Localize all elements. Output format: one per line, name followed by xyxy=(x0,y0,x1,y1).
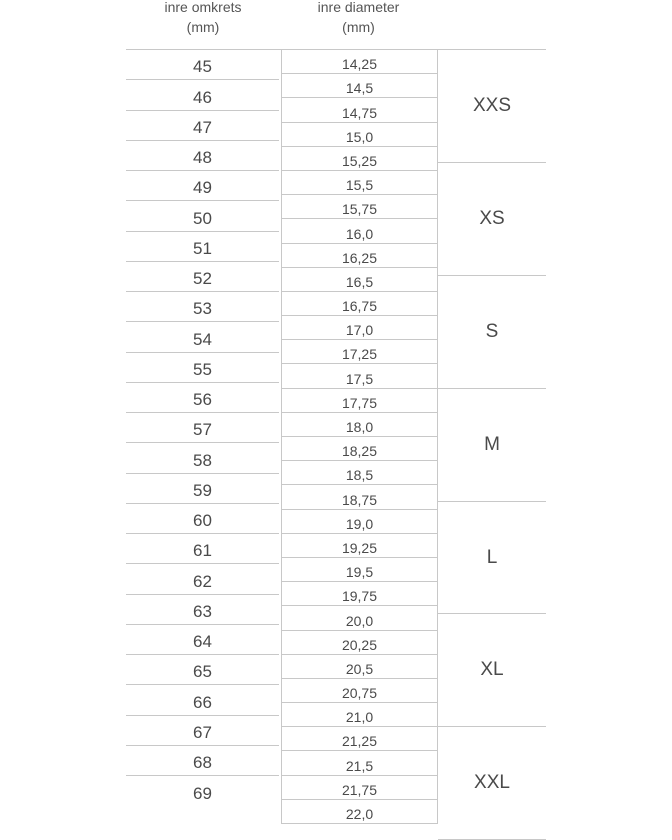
diameter-cell: 21,75 xyxy=(282,776,437,800)
diameter-cell: 19,5 xyxy=(282,558,437,582)
header-circumference-label: inre omkrets xyxy=(164,0,242,15)
circumference-cell: 57 xyxy=(126,413,279,443)
diameter-cell: 17,0 xyxy=(282,316,437,340)
diameter-cell: 18,5 xyxy=(282,461,437,485)
diameter-cell: 15,25 xyxy=(282,147,437,171)
diameter-cell: 19,75 xyxy=(282,582,437,606)
circumference-cell: 52 xyxy=(126,262,279,292)
diameter-cell: 16,75 xyxy=(282,292,437,316)
diameter-cell: 19,0 xyxy=(282,510,437,534)
size-cell: XL xyxy=(438,614,546,727)
header-inner-diameter xyxy=(280,0,437,37)
circumference-cell: 65 xyxy=(126,655,279,685)
header-diameter-label: inre diameter xyxy=(317,0,400,15)
header-circumference-unit: (mm) xyxy=(186,19,220,35)
circumference-cell: 48 xyxy=(126,141,279,171)
diameter-cell: 18,0 xyxy=(282,413,437,437)
circumference-cell: 67 xyxy=(126,716,279,746)
circumference-cell: 47 xyxy=(126,111,279,141)
diameter-cell: 18,25 xyxy=(282,437,437,461)
diameter-cell: 15,75 xyxy=(282,195,437,219)
diameter-cell: 17,25 xyxy=(282,340,437,364)
circumference-cell: 66 xyxy=(126,685,279,715)
circumference-cell: 51 xyxy=(126,232,279,262)
circumference-cell: 63 xyxy=(126,595,279,625)
circumference-cell: 61 xyxy=(126,534,279,564)
circumference-cell: 49 xyxy=(126,171,279,201)
diameter-cell: 19,25 xyxy=(282,534,437,558)
circumference-cell: 45 xyxy=(126,50,279,80)
diameter-cell: 16,0 xyxy=(282,219,437,243)
diameter-cell: 18,75 xyxy=(282,485,437,509)
diameter-cell: 14,25 xyxy=(282,50,437,74)
diameter-cell: 15,5 xyxy=(282,171,437,195)
circumference-cell: 58 xyxy=(126,443,279,473)
circumference-cell: 50 xyxy=(126,201,279,231)
diameter-cell: 21,5 xyxy=(282,751,437,775)
diameter-cell: 21,25 xyxy=(282,727,437,751)
circumference-cell: 56 xyxy=(126,383,279,413)
header-inner-circumference xyxy=(128,0,278,37)
diameter-column xyxy=(281,50,438,824)
circumference-cell: 62 xyxy=(126,564,279,594)
header-diameter-unit: (mm) xyxy=(342,19,375,35)
diameter-cell: 16,25 xyxy=(282,244,437,268)
circumference-cell: 46 xyxy=(126,80,279,110)
diameter-cell: 15,0 xyxy=(282,123,437,147)
diameter-cell: 17,75 xyxy=(282,389,437,413)
circumference-cell: 54 xyxy=(126,322,279,352)
diameter-cell: 20,0 xyxy=(282,606,437,630)
diameter-cell: 14,75 xyxy=(282,98,437,122)
size-cell: XS xyxy=(438,163,546,276)
circumference-column xyxy=(126,50,279,806)
circumference-cell: 55 xyxy=(126,353,279,383)
circumference-cell: 60 xyxy=(126,504,279,534)
size-cell: L xyxy=(438,502,546,615)
circumference-cell: 64 xyxy=(126,625,279,655)
diameter-cell: 16,5 xyxy=(282,268,437,292)
circumference-cell: 68 xyxy=(126,746,279,776)
diameter-cell: 17,5 xyxy=(282,364,437,388)
size-cell: XXS xyxy=(438,50,546,163)
diameter-cell: 14,5 xyxy=(282,74,437,98)
circumference-cell: 69 xyxy=(193,784,212,804)
size-cell: XXL xyxy=(438,727,546,840)
diameter-cell: 20,75 xyxy=(282,679,437,703)
diameter-cell: 20,25 xyxy=(282,631,437,655)
circumference-cell: 59 xyxy=(126,474,279,504)
circumference-cell: 53 xyxy=(126,292,279,322)
diameter-cell: 20,5 xyxy=(282,655,437,679)
size-cell: S xyxy=(438,276,546,389)
diameter-cell: 22,0 xyxy=(282,800,437,824)
size-cell: M xyxy=(438,389,546,502)
size-column xyxy=(438,50,546,840)
diameter-cell: 21,0 xyxy=(282,703,437,727)
